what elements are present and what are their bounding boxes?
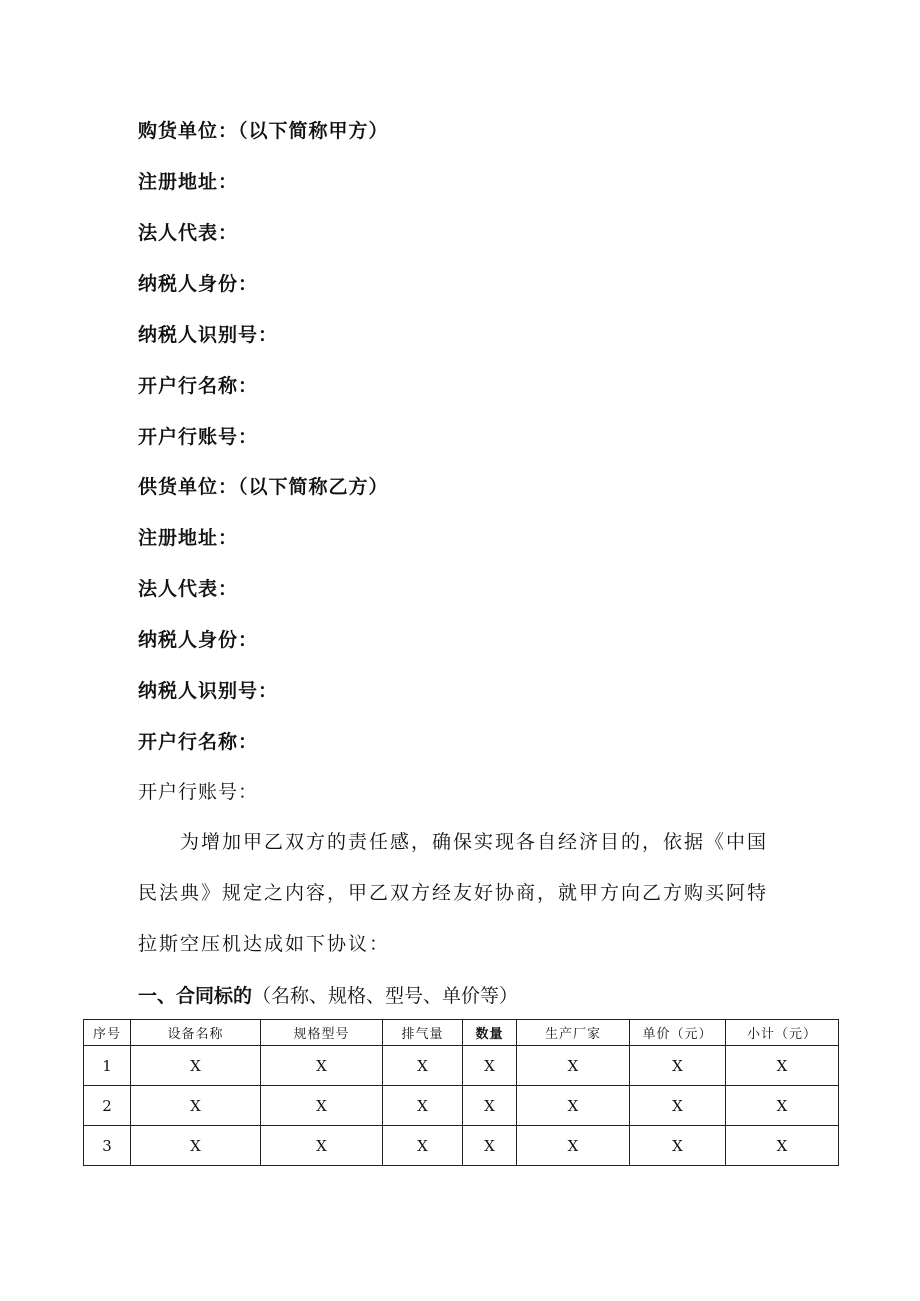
seller-bank-account: 开户行账号： xyxy=(138,781,259,803)
header-subtotal: 小计（元） xyxy=(726,1020,839,1046)
table-cell: X xyxy=(131,1126,261,1166)
table-cell: 1 xyxy=(84,1046,131,1086)
table-cell: X xyxy=(261,1086,383,1126)
table-cell: X xyxy=(517,1046,630,1086)
buyer-taxpayer-id: 纳税人识别号： xyxy=(138,324,279,346)
table-cell: X xyxy=(131,1046,261,1086)
buyer-legal-rep: 法人代表： xyxy=(138,222,239,244)
table-cell: X xyxy=(463,1086,517,1126)
table-cell: X xyxy=(383,1046,463,1086)
table-cell: X xyxy=(463,1126,517,1166)
table-cell: X xyxy=(630,1126,726,1166)
table-row xyxy=(84,1046,839,1086)
buyer-bank-account: 开户行账号： xyxy=(138,426,259,448)
header-manufacturer: 生产厂家 xyxy=(517,1020,630,1046)
table-cell: X xyxy=(726,1126,839,1166)
table-cell: X xyxy=(383,1086,463,1126)
buyer-address: 注册地址： xyxy=(138,171,239,193)
table-cell: X xyxy=(463,1046,517,1086)
table-row xyxy=(84,1126,839,1166)
table-cell: X xyxy=(726,1086,839,1126)
table-cell: 3 xyxy=(84,1126,131,1166)
seller-legal-rep: 法人代表： xyxy=(138,578,239,600)
header-quantity: 数量 xyxy=(463,1020,517,1046)
table-cell: X xyxy=(261,1126,383,1166)
intro-line-3: 拉斯空压机达成如下协议： xyxy=(138,933,391,955)
seller-bank-name: 开户行名称： xyxy=(138,731,259,753)
header-device-name: 设备名称 xyxy=(131,1020,261,1046)
section-1-title: 一、合同标的 xyxy=(138,985,253,1007)
section-1-subtitle: （名称、规格、型号、单价等） xyxy=(252,985,519,1007)
seller-taxpayer-identity: 纳税人身份： xyxy=(138,629,259,651)
table-cell: X xyxy=(261,1046,383,1086)
section-1-heading xyxy=(138,983,518,1009)
seller-unit: 供货单位：（以下简称乙方） xyxy=(138,476,389,498)
header-index: 序号 xyxy=(84,1020,131,1046)
table-cell: X xyxy=(630,1086,726,1126)
header-displacement: 排气量 xyxy=(383,1020,463,1046)
intro-line-1: 为增加甲乙双方的责任感，确保实现各自经济目的，依据《中国 xyxy=(180,831,769,853)
intro-line-2: 民法典》规定之内容，甲乙双方经友好协商，就甲方向乙方购买阿特 xyxy=(138,882,769,904)
table-cell: 2 xyxy=(84,1086,131,1126)
buyer-taxpayer-identity: 纳税人身份： xyxy=(138,273,259,295)
table-row xyxy=(84,1086,839,1126)
table-cell: X xyxy=(517,1126,630,1166)
buyer-unit: 购货单位：（以下简称甲方） xyxy=(138,120,389,142)
contract-items-table xyxy=(83,1019,839,1166)
seller-address: 注册地址： xyxy=(138,527,239,549)
table-cell: X xyxy=(630,1046,726,1086)
table-cell: X xyxy=(517,1086,630,1126)
header-model: 规格型号 xyxy=(261,1020,383,1046)
table-cell: X xyxy=(383,1126,463,1166)
buyer-bank-name: 开户行名称： xyxy=(138,375,259,397)
seller-taxpayer-id: 纳税人识别号： xyxy=(138,680,279,702)
header-unit-price: 单价（元） xyxy=(630,1020,726,1046)
table-header-row xyxy=(84,1020,839,1046)
table-cell: X xyxy=(131,1086,261,1126)
table-cell: X xyxy=(726,1046,839,1086)
